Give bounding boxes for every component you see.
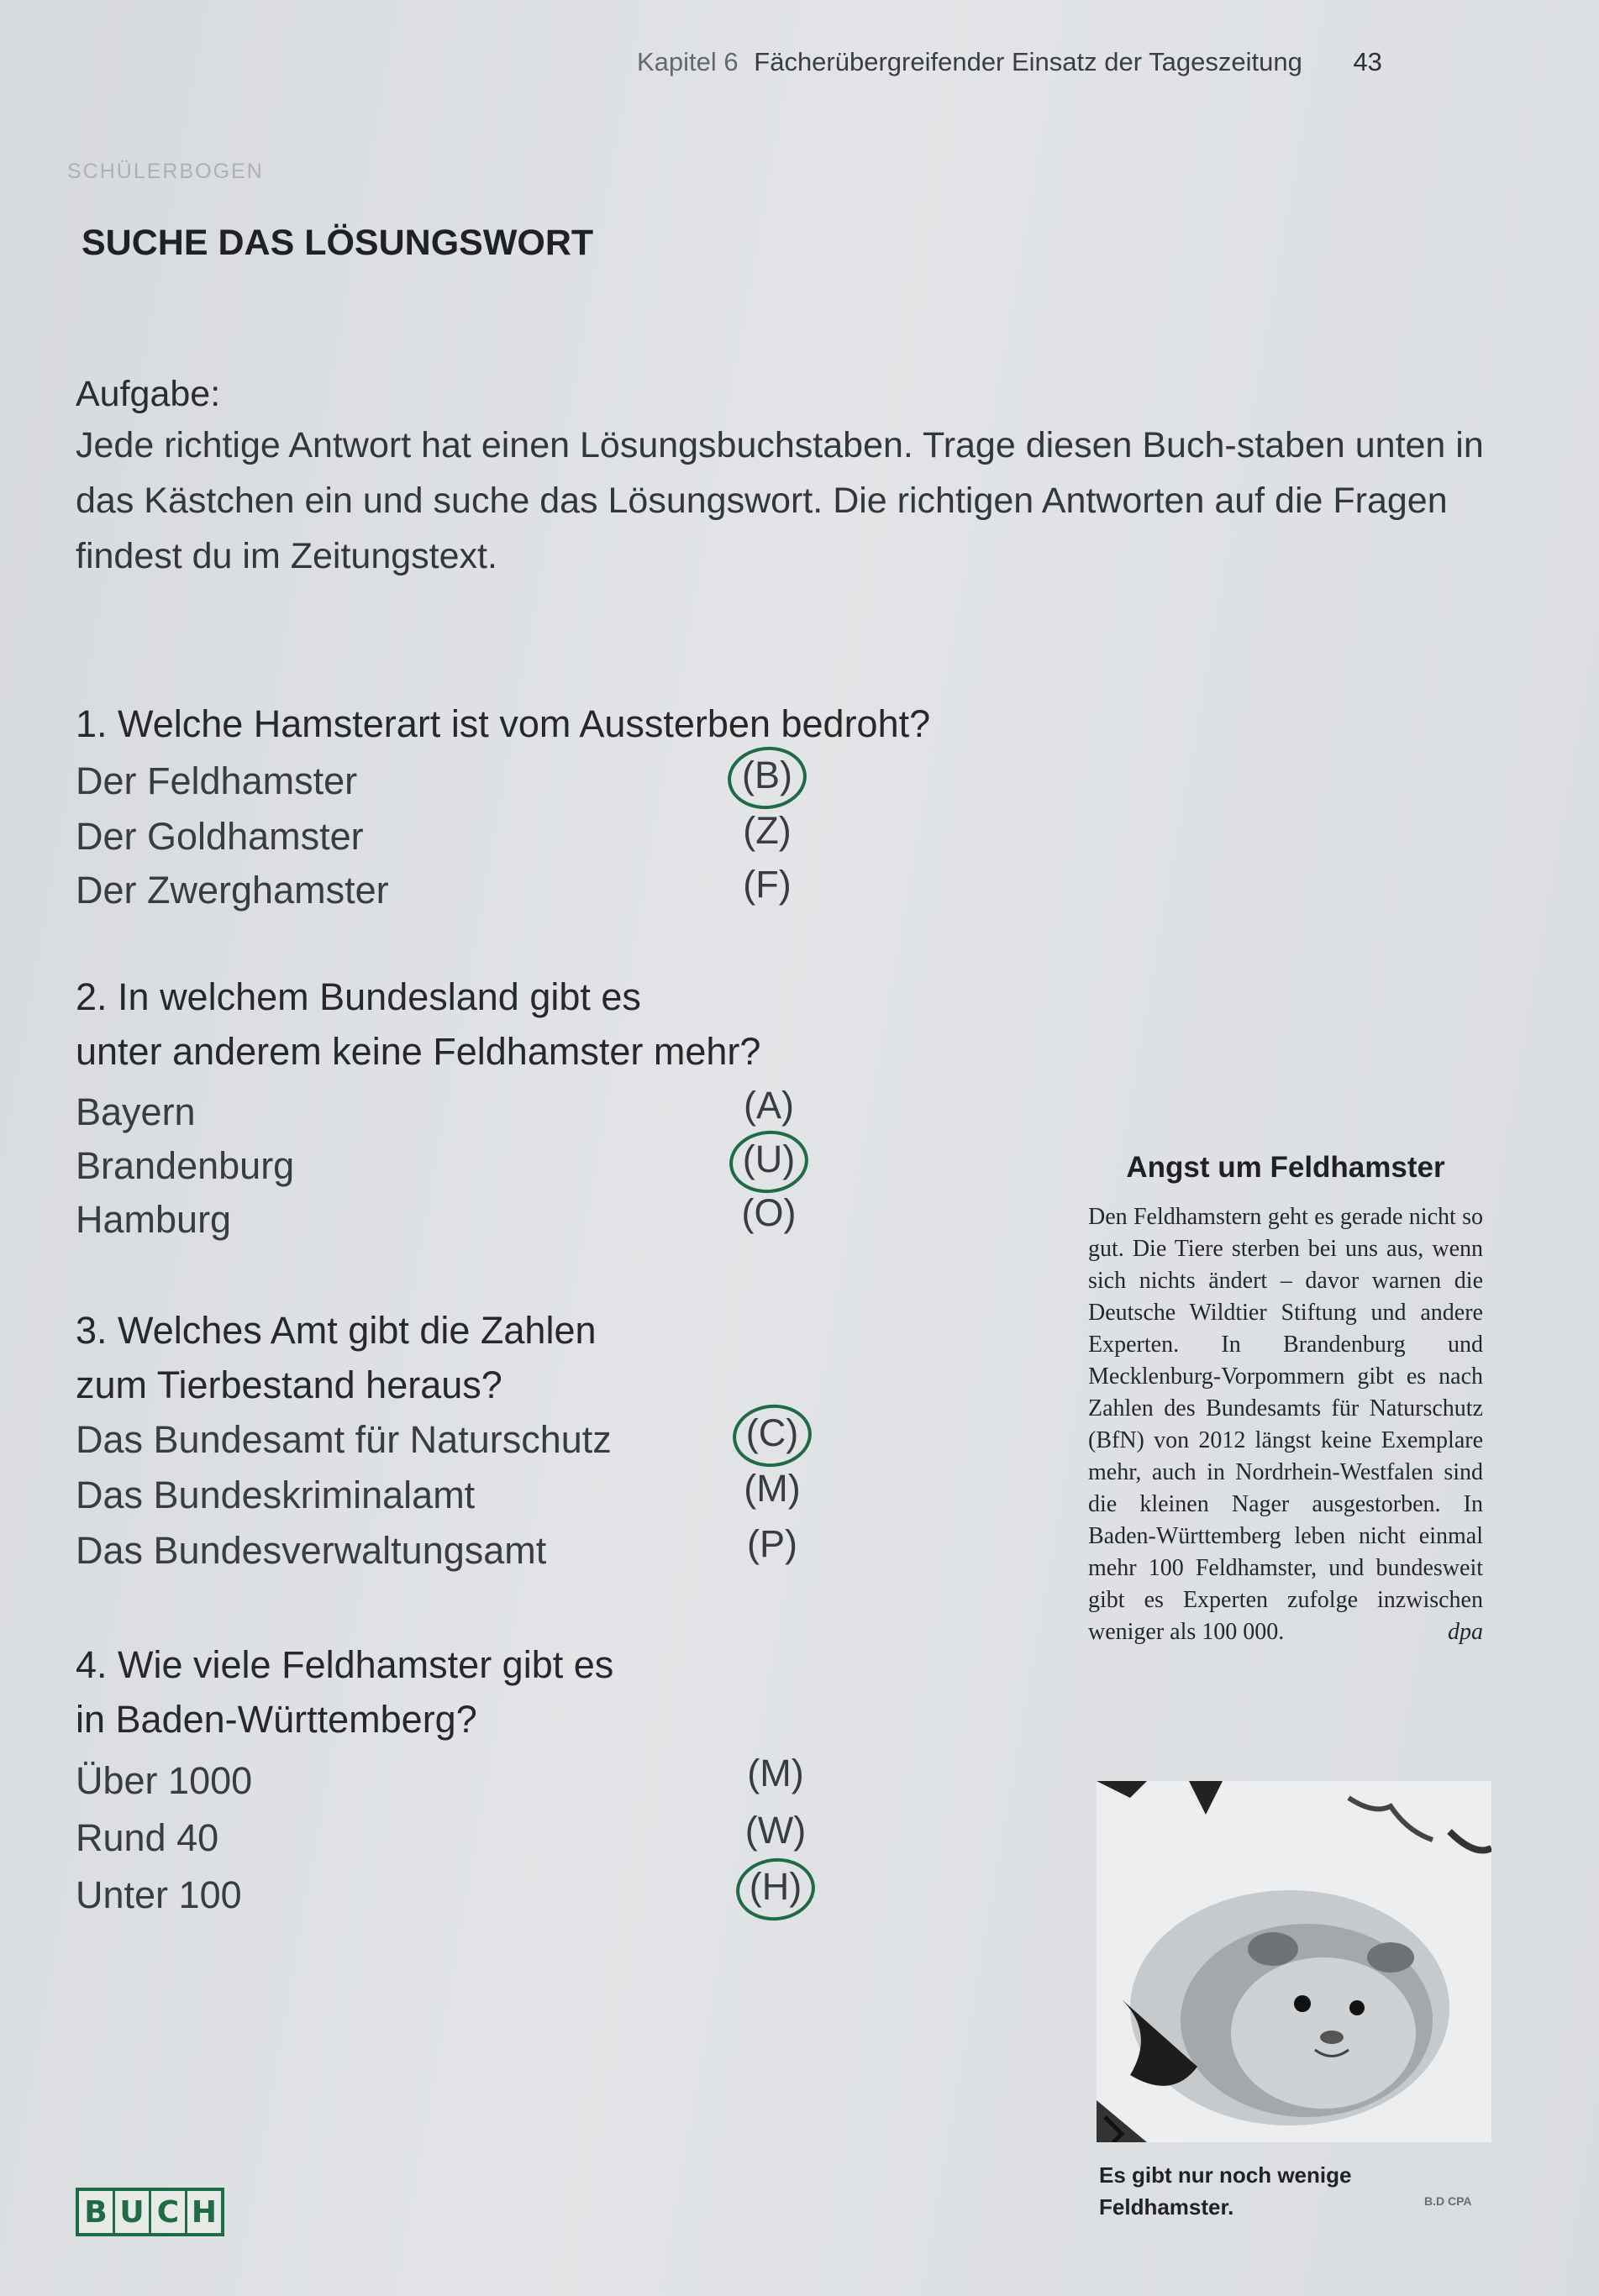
task-text: Jede richtige Antwort hat einen Lösungsbuchstaben. Trage diesen Buch-staben unten in das Kästchen ein und suche das Lösungswort. Die richtigen Antworten auf die Fragen findest du im Zeitungstext. [76,425,1484,576]
answer-circle [729,1400,814,1470]
newspaper-article [1088,1151,1483,1648]
q2-option-1: Bayern [76,1090,196,1133]
page-number: 43 [1353,47,1382,76]
q3-letter-1: (C) [734,1411,810,1455]
question-3-line-1: 3. Welches Amt gibt die Zahlen [76,1309,597,1352]
q4-letter-3: (H) [738,1865,813,1909]
q1-letter-2: (Z) [743,809,792,852]
q3-option-2: Das Bundeskriminalamt [76,1474,476,1516]
q2-letter-1: (A) [744,1084,794,1127]
q3-letter-3: (P) [747,1522,797,1565]
photo-caption: Es gibt nur noch wenige Feldhamster. [1099,2162,1352,2220]
article-text: Den Feldhamstern geht es gerade nicht so gut. Die Tiere sterben bei uns aus, wenn sich nichts ändert – davor warnen die Deutsche Wildtier Stiftung und andere Experten. In Brandenburg und Mecklenburg-Vorpommern gibt es nach Zahlen des Bundesamts für Naturschutz (BfN) von 2012 längst keine Exemplare mehr, auch in Nordrhein-Westfalen sind die kleinen Nager ausgestorben. In Baden-Württemberg leben nicht einmal mehr 100 Feldhamster, und bundesweit gibt es Experten zufolge inzwischen weniger als 100 000. [1088,1204,1483,1645]
chapter-label: Kapitel 6 [637,47,739,76]
worksheet-kicker: SCHÜLERBOGEN [67,160,264,183]
question-4-line-2: in Baden-Württemberg? [76,1698,477,1741]
q4-letter-2: (W) [744,1809,807,1852]
q2-option-2: Brandenburg [76,1144,295,1187]
q4-option-3: Unter 100 [76,1873,242,1916]
article-body [1088,1201,1483,1648]
q1-option-2: Der Goldhamster [76,815,364,858]
q4-letter-1: (M) [747,1752,804,1794]
q1-option-1: Der Feldhamster [76,759,358,802]
article-source: dpa [1448,1619,1483,1645]
question-3-line-2: zum Tierbestand heraus? [76,1363,502,1406]
q3-letter-2: (M) [744,1467,801,1510]
chapter-title: Fächerübergreifender Einsatz der Tageszeitung [754,47,1302,76]
answer-circle [726,1127,811,1196]
question-1: 1. Welche Hamsterart ist vom Aussterben bedroht? [76,702,931,745]
solution-box-2[interactable]: U [115,2191,151,2233]
q4-option-1: Über 1000 [76,1759,253,1802]
question-2-line-2: unter anderem keine Feldhamster mehr? [76,1030,761,1073]
solution-word-boxes [76,2188,224,2236]
article-title: Angst um Feldhamster [1126,1151,1445,1184]
q3-option-3: Das Bundesverwaltungsamt [76,1529,547,1572]
answer-circle [724,743,809,812]
solution-box-4[interactable]: H [191,2194,218,2230]
solution-box-3[interactable]: C [151,2191,187,2233]
question-2-line-1: 2. In welchem Bundesland gibt es [76,975,641,1018]
photo-credit: B.D CPA [1424,2194,1472,2208]
q2-letter-3: (O) [741,1191,797,1234]
answer-circle [733,1854,818,1924]
page-title: SUCHE DAS LÖSUNGSWORT [82,223,594,263]
q3-option-1: Das Bundesamt für Naturschutz [76,1418,612,1461]
question-4-line-1: 4. Wie viele Feldhamster gibt es [76,1643,614,1686]
q1-letter-1: (B) [729,754,805,797]
solution-box-1[interactable]: B [79,2191,115,2233]
page-header [637,47,1382,77]
q2-option-3: Hamburg [76,1198,232,1241]
q1-letter-3: (F) [743,863,792,906]
task-label: Aufgabe: [76,374,221,414]
hamster-photo [1097,1781,1491,2142]
q4-option-2: Rund 40 [76,1816,219,1859]
q1-option-3: Der Zwerghamster [76,869,389,912]
q2-letter-2: (U) [731,1137,807,1181]
